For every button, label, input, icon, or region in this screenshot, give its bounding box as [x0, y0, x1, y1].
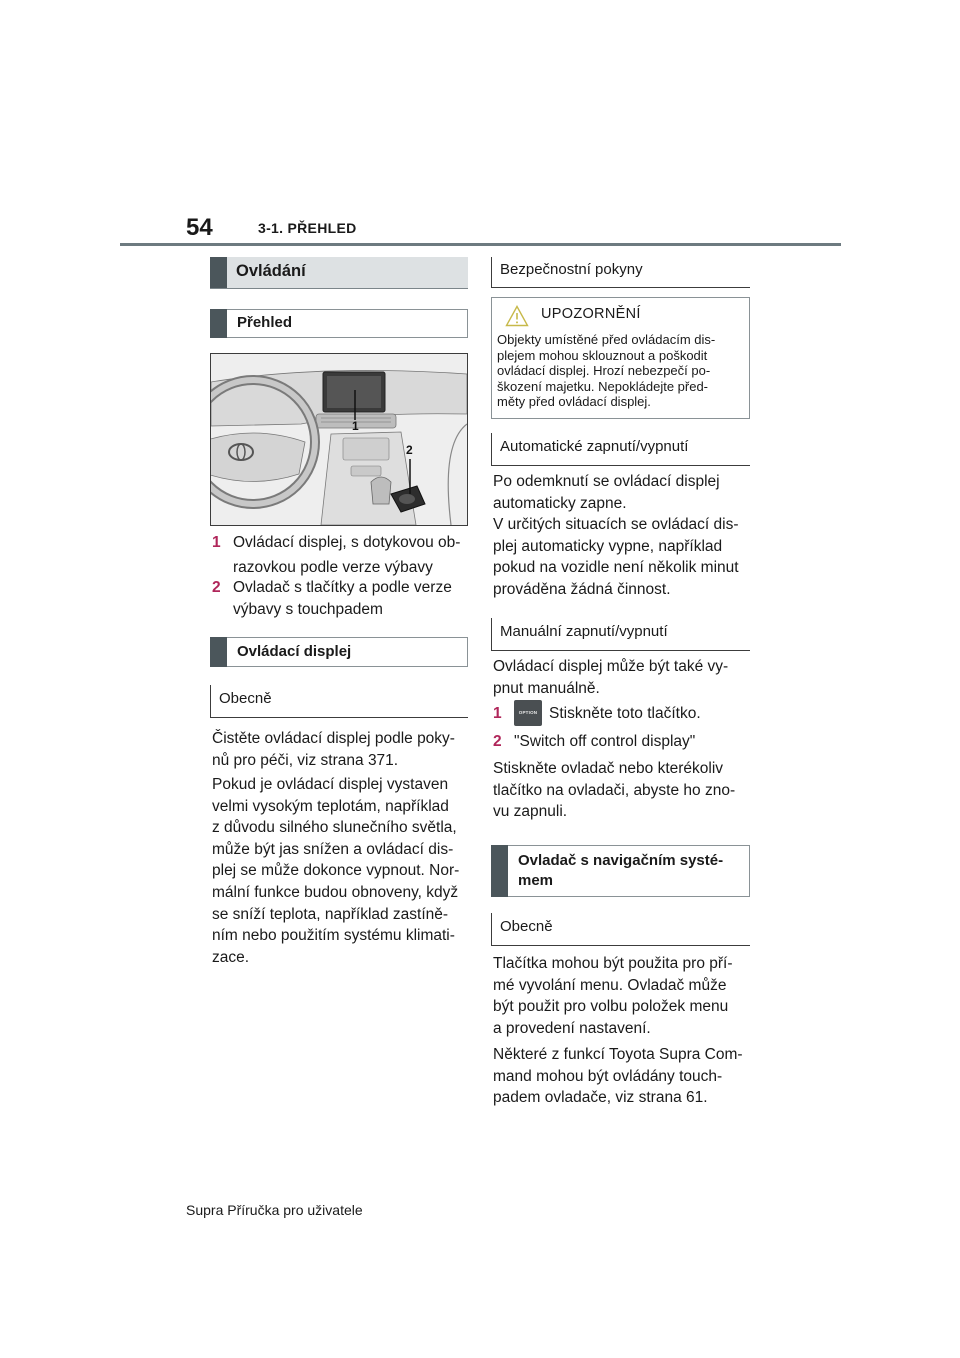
heading-controls: [210, 257, 468, 289]
heading-control-display: [210, 637, 468, 667]
text-line: Některé z funkcí Toyota Supra Com-: [493, 1046, 743, 1063]
text-line: V určitých situacích se ovládací dis-: [493, 516, 739, 533]
heading-marker: [491, 845, 508, 897]
list-line: Ovládací displej, s dotykovou ob-: [233, 534, 461, 551]
text-line: a provedení nastavení.: [493, 1019, 651, 1037]
section-title: 3-1. PŘEHLED: [258, 220, 357, 236]
paragraph-manual: [493, 656, 755, 699]
text-line: ovládací displej. Hrozí nebezpečí po-: [497, 363, 711, 378]
text-line: nů pro péči, viz strana 371.: [212, 752, 399, 769]
dashboard-illustration: [210, 353, 468, 526]
text-line: pokud na vozidle není několik minut: [493, 559, 739, 576]
paragraph-auto-on: [493, 471, 755, 514]
step-text: "Switch off control display": [514, 733, 696, 750]
warning-text: [497, 332, 743, 410]
list-line: Ovladač s tlačítky a podle verze: [233, 579, 452, 596]
subheading-text: Obecně: [219, 690, 272, 707]
callout-1: 1: [352, 419, 359, 433]
paragraph-auto-off: [493, 514, 755, 600]
footer-text: Supra Příručka pro uživatele: [186, 1202, 363, 1218]
heading-text: Ovládání: [236, 262, 306, 280]
callout-2: 2: [406, 443, 413, 457]
text-line: ním nebo použitím systému klimati-: [212, 927, 455, 945]
subheading-text: Manuální zapnutí/vypnutí: [500, 623, 668, 640]
text-line: může být jas snížen a ovládací dis-: [212, 840, 454, 858]
subheading-auto: [491, 433, 750, 466]
subheading-general-2: [491, 913, 750, 946]
paragraph-restart: [493, 758, 755, 823]
paragraph-touchpad: [493, 1044, 755, 1109]
text-line: škození majetku. Nepokládejte před-: [497, 378, 709, 394]
heading-marker: [210, 309, 227, 338]
text-line: plej se může dokonce vypnout. Nor-: [212, 862, 460, 880]
subheading-text: Obecně: [500, 918, 553, 935]
text-line: měty před ovládací displej.: [497, 394, 651, 409]
text-line: pnut manuálně.: [493, 679, 600, 697]
text-line: automaticky zapne.: [493, 494, 627, 512]
text-line: mé vyvolání menu. Ovladač může: [493, 976, 727, 994]
heading-text: Přehled: [237, 314, 293, 331]
text-line: Po odemknutí se ovládací displej: [493, 473, 720, 490]
subheading-general: [210, 685, 468, 718]
text-line: Ovládací displej může být také vy-: [493, 658, 729, 675]
text-line: velmi vysokým teplotám, například: [212, 797, 449, 815]
subheading-text: Automatické zapnutí/vypnutí: [500, 438, 689, 455]
list-line: razovkou podle verze výbavy: [233, 558, 433, 576]
heading-overview: [210, 309, 468, 338]
text-line: se sníží teplota, například zastíně-: [212, 905, 449, 923]
text-line: mální funkce budou obnoveny, když: [212, 883, 459, 901]
text-line: plej automaticky vypne, například: [493, 537, 723, 555]
text-line: padem ovladače, viz strana 61.: [493, 1089, 708, 1106]
warning-box: [491, 297, 750, 419]
warning-title: UPOZORNĚNÍ: [541, 306, 641, 322]
text-line: z důvodu silného slunečního světla,: [212, 819, 457, 837]
heading-marker: [210, 637, 227, 667]
list-line: výbavy s touchpadem: [233, 600, 383, 618]
warning-triangle-icon: [505, 305, 529, 327]
heading-text: Ovládací displej: [237, 643, 352, 660]
text-line: tlačítko na ovladači, abyste ho zno-: [493, 781, 736, 799]
option-button-icon: [514, 700, 542, 726]
step-number: 2: [493, 733, 502, 750]
text-line: být použit pro volbu položek menu: [493, 998, 729, 1015]
heading-line: Ovladač s navigačním systé-: [518, 852, 724, 869]
text-line: Čistěte ovládací displej podle poky-: [212, 730, 455, 747]
text-line: Objekty umístěné před ovládacím dis-: [497, 332, 716, 347]
list-number: 1: [212, 534, 221, 551]
list-number: 2: [212, 579, 221, 596]
paragraph-buttons: [493, 953, 755, 1039]
page-number: 54: [186, 214, 213, 241]
text-line: mand mohou být ovládány touch-: [493, 1067, 723, 1085]
text-line: zace.: [212, 948, 250, 966]
text-line: Stiskněte ovladač nebo kterékoliv: [493, 760, 724, 777]
text-line: Pokud je ovládací displej vystaven: [212, 776, 449, 793]
text-line: plejem mohou sklouznout a poškodit: [497, 347, 708, 363]
paragraph-temperature: [212, 774, 474, 968]
heading-marker: [210, 257, 227, 288]
heading-line: mem: [518, 872, 554, 889]
heading-nav-controller: [491, 845, 750, 897]
subheading-safety: [491, 257, 750, 288]
heading-text: [518, 851, 723, 891]
subheading-manual: [491, 618, 750, 651]
option-button-label: OPTION: [518, 710, 538, 715]
header-rule: [120, 243, 841, 246]
paragraph-cleaning: [212, 728, 474, 772]
text-line: prováděna žádná činnost.: [493, 580, 671, 598]
dashboard-drawing: [211, 354, 467, 525]
text-line: vu zapnuli.: [493, 803, 568, 820]
subheading-text: Bezpečnostní pokyny: [500, 261, 643, 278]
step-text: Stiskněte toto tlačítko.: [549, 705, 701, 722]
text-line: Tlačítka mohou být použita pro pří-: [493, 955, 733, 972]
step-number: 1: [493, 705, 502, 722]
